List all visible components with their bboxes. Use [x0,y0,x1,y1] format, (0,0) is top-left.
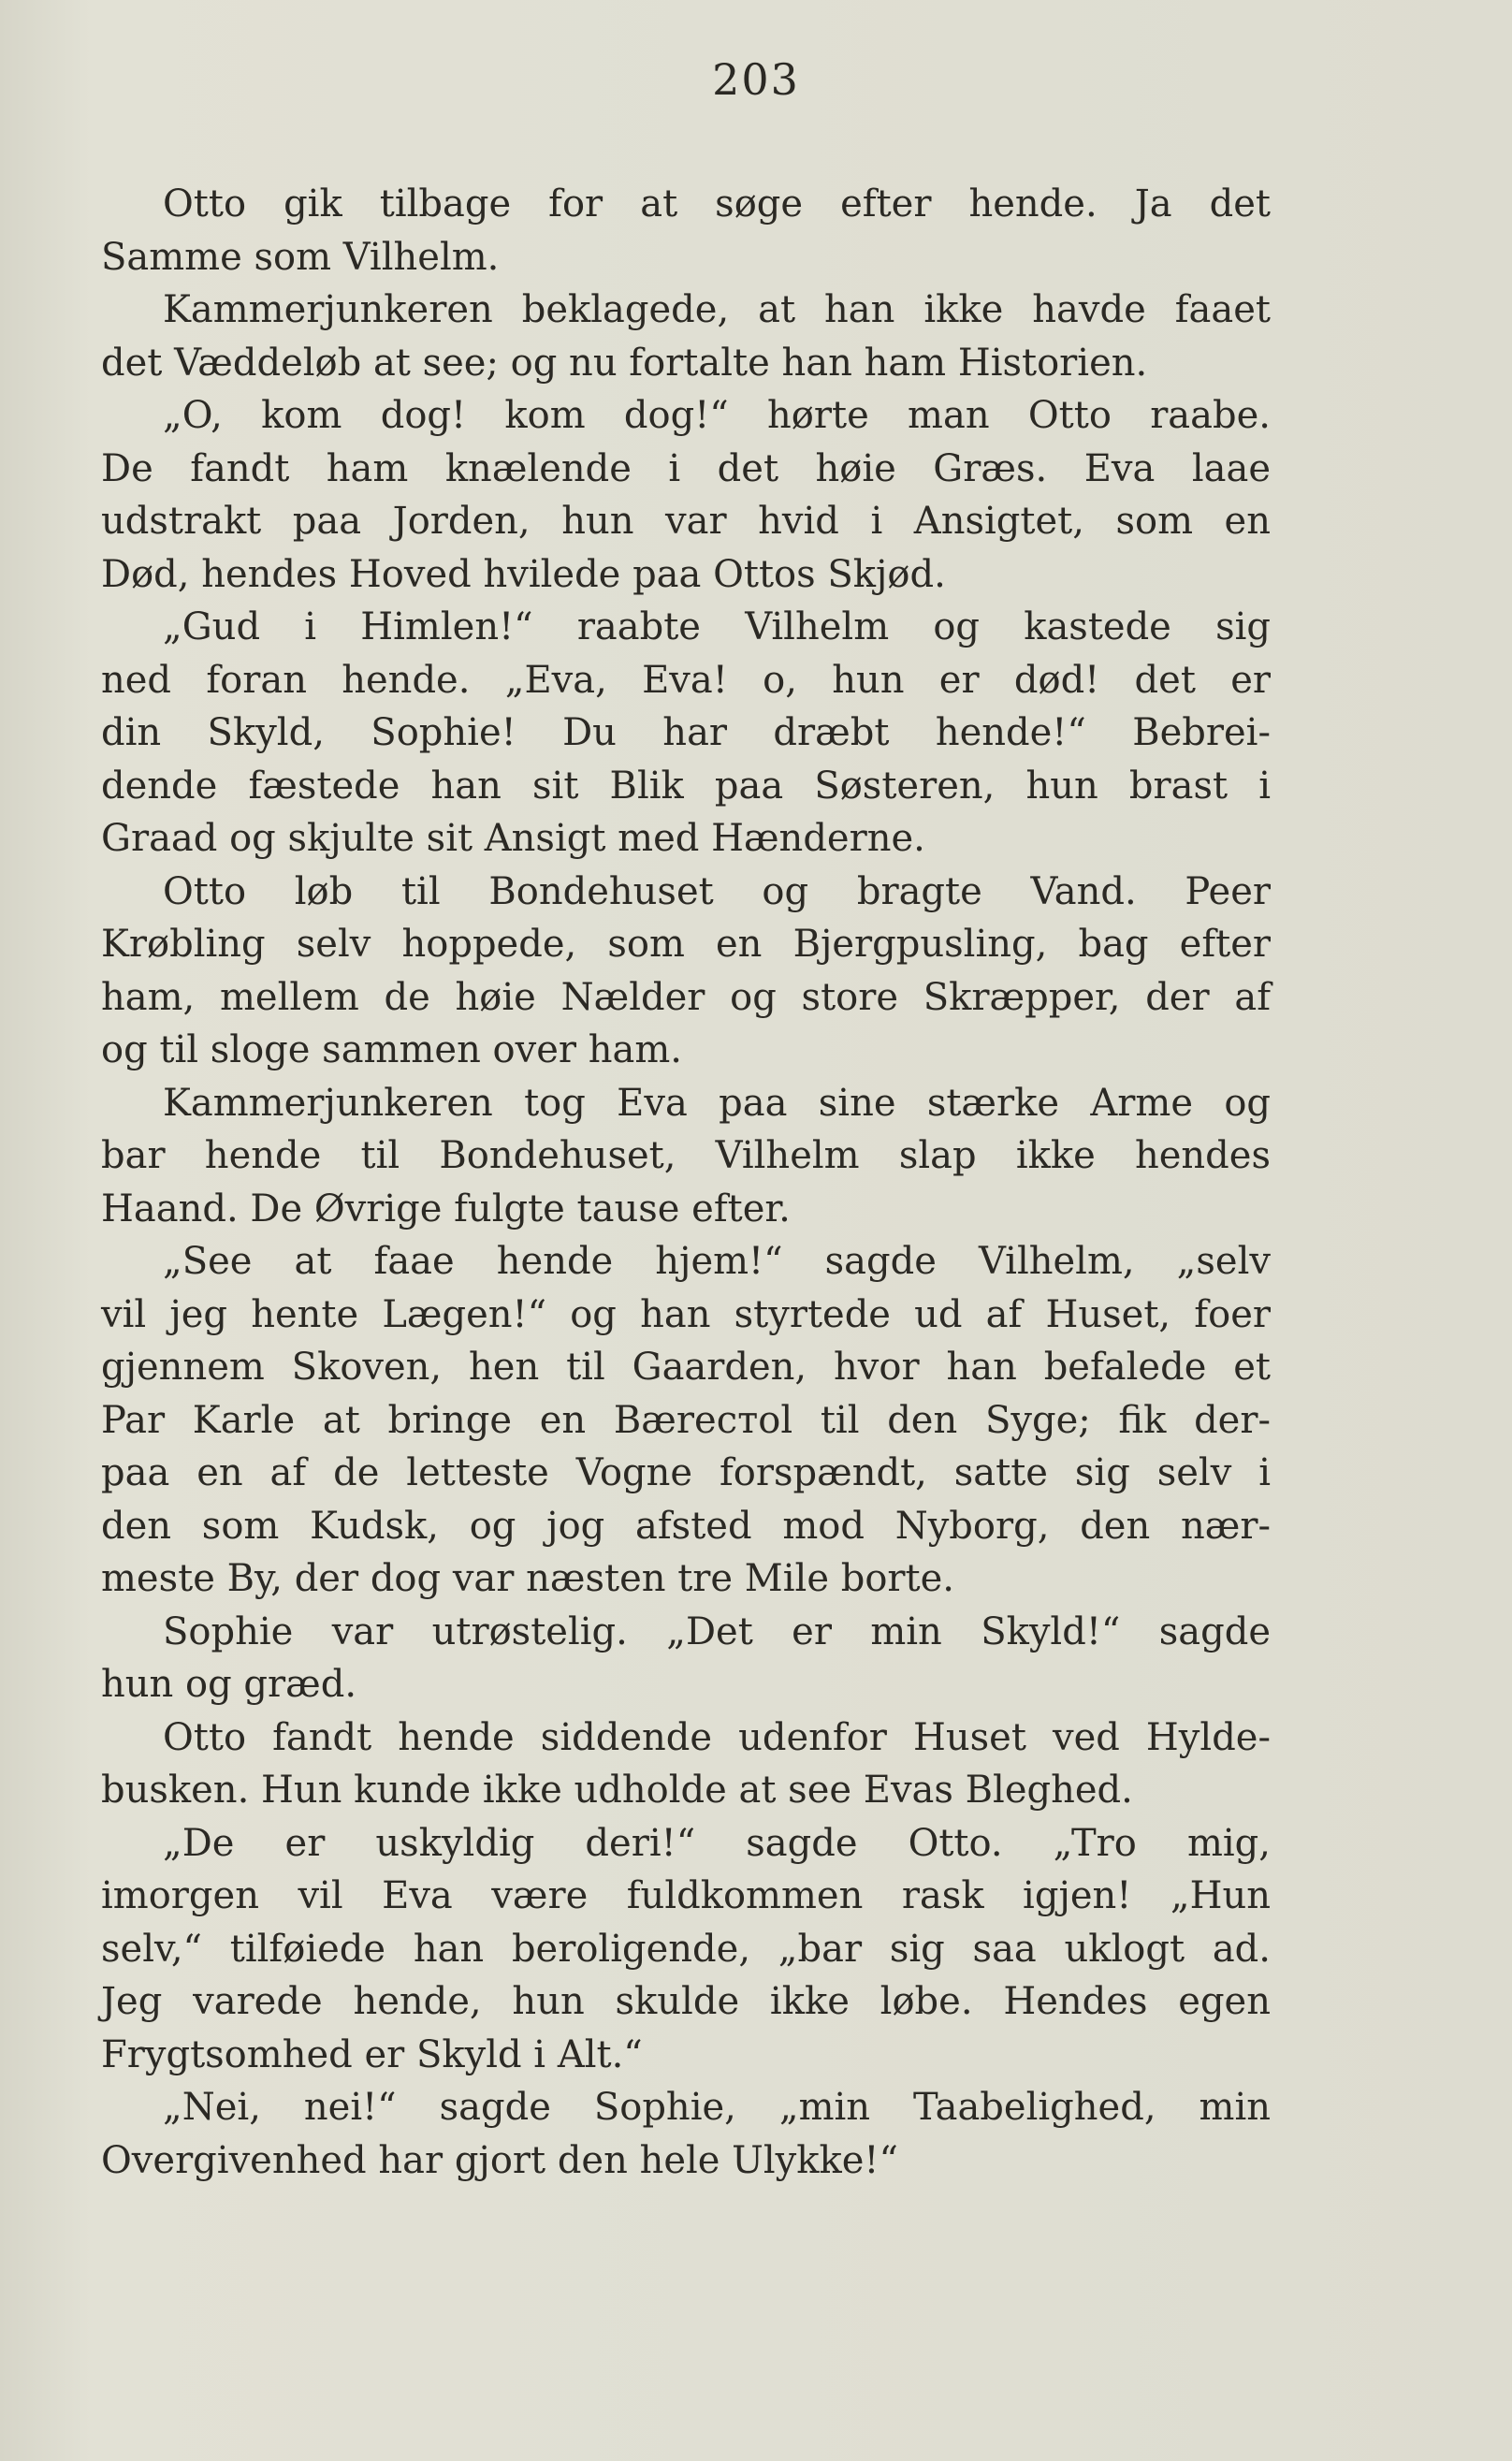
text-line: gjennem Skoven, hen til Gaarden, hvor han befalede et [101,1346,1271,1389]
text-line: Otto løb til Bondehuset og bragte Vand. Peer [163,869,1271,913]
text-line: paa en af de letteste Vogne forspændt, satte sig selv i [101,1451,1271,1494]
text-line: „See at faae hende hjem!“ sagde Vilhelm, „selv [163,1240,1271,1283]
text-line: Graad og skjulte sit Ansigt med Hænderne. [101,817,925,860]
page-number: 203 [712,54,800,105]
text-line: „Nei, nei!“ sagde Sophie, „min Taabelighed, min [163,2086,1271,2129]
text-line: meste By, der dog var næsten tre Mile borte. [101,1557,954,1600]
text-line: Krøbling selv hoppede, som en Bjergpusling, bag efter [101,923,1271,966]
text-line: Overgivenhed har gjort den hele Ulykke!“ [101,2138,898,2182]
text-line: „Gud i Himlen!“ raabte Vilhelm og kastede sig [163,605,1271,648]
text-line: Død, hendes Hoved hvilede paa Ottos Skjød. [101,552,946,596]
text-line: ham, mellem de høie Nælder og store Skræpper, der af [101,975,1271,1019]
text-line: Otto gik tilbage for at søge efter hende. Ja det [163,182,1271,226]
text-line: Kammerjunkeren tog Eva paa sine stærke Arme og [163,1081,1271,1125]
text-line: ned foran hende. „Eva, Eva! o, hun er død! det er [101,658,1271,702]
text-line: vil jeg hente Lægen!“ og han styrtede ud af Huset, foer [101,1292,1271,1336]
body-text [101,178,1271,2187]
text-line: dende fæstede han sit Blik paa Søsteren, hun brast i [101,764,1271,808]
text-line: De fandt ham knælende i det høie Græs. Eva laae [101,446,1271,490]
text-line: bar hende til Bondehuset, Vilhelm slap ikke hendes [101,1134,1271,1177]
text-line: „De er uskyldig deri!“ sagde Otto. „Tro mig, [163,1821,1271,1865]
text-line: Samme som Vilhelm. [101,235,500,279]
text-line: hun og græd. [101,1663,357,1706]
text-line: Jeg varede hende, hun skulde ikke løbe. Hendes egen [101,1980,1271,2023]
text-line: den som Kudsk, og jog afsted mod Nyborg, den nær- [101,1504,1271,1548]
text-line: imorgen vil Eva være fuldkommen rask igjen! „Hun [101,1874,1271,1917]
text-line: Haand. De Øvrige fulgte tause efter. [101,1187,791,1230]
text-line: og til sloge sammen over ham. [101,1028,682,1071]
text-line: Otto fandt hende siddende udenfor Huset ved Hylde- [163,1715,1271,1759]
text-line: selv,“ tilføiede han beroligende, „bar sig saa uklogt ad. [101,1927,1271,1971]
text-line: Sophie var utrøstelig. „Det er min Skyld!“ sagde [163,1609,1271,1653]
text-line: busken. Hun kunde ikke udholde at see Evas Bleghed. [101,1769,1133,1812]
text-line: udstrakt paa Jorden, hun var hvid i Ansigtet, som en [101,500,1271,543]
text-line: din Skyld, Sophie! Du har dræbt hende!“ Bebrei- [101,711,1271,754]
text-line: det Væddeløb at see; og nu fortalte han ham Historien. [101,341,1148,385]
text-line: Par Karle at bringe en Bæreстol til den Syge; fik der- [101,1398,1271,1442]
text-line: Kammerjunkeren beklagede, at han ikke havde faaet [163,288,1271,331]
text-line: Frygtsomhed er Skyld i Alt.“ [101,2032,643,2076]
text-line: „O, kom dog! kom dog!“ hørte man Otto raabe. [163,394,1271,437]
